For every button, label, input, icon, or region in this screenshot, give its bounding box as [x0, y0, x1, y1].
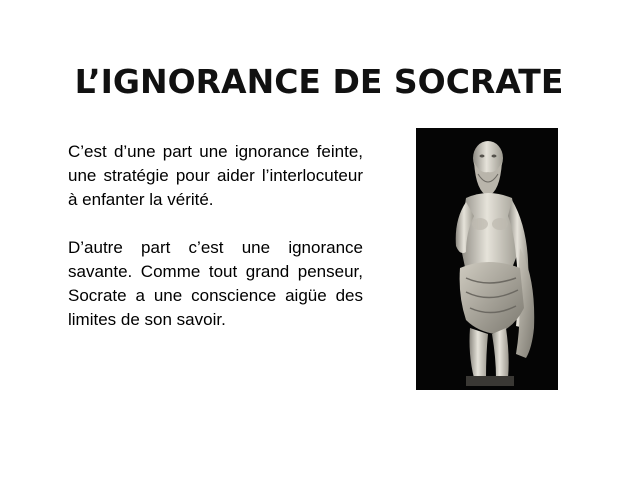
slide-title: L’IGNORANCE DE SOCRATE [74, 62, 564, 102]
socrates-statue-photo [416, 128, 558, 390]
paragraph-feinte: C’est d’une part une ignorance feinte, une stratégie pour aider l’interlocuteur à enfanter la vérité. [68, 142, 363, 209]
socrates-statue-icon [416, 128, 558, 390]
slide-body [68, 140, 363, 332]
paragraph-savante: D’autre part c’est une ignorance savante. Comme tout grand penseur, Socrate a une conscience aigüe des limites de son savoir. [68, 238, 363, 329]
